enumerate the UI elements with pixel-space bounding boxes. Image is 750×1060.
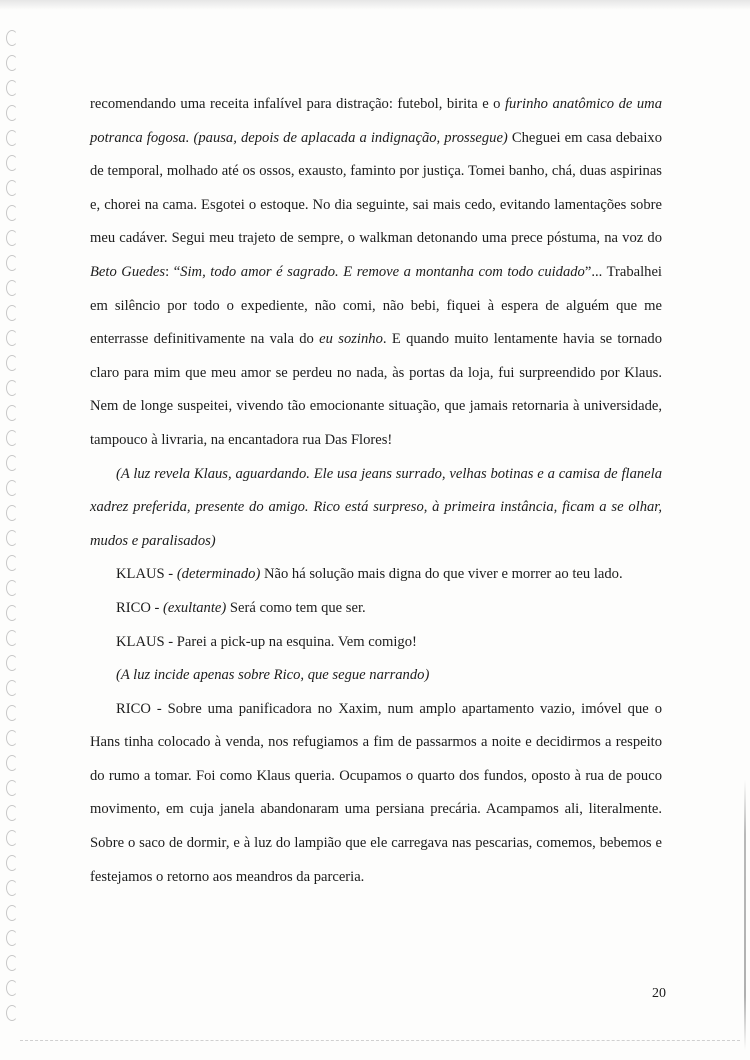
binder-hole: [6, 480, 18, 496]
scan-shadow-top: [0, 0, 750, 10]
binder-hole: [6, 780, 18, 796]
italic-text-run: eu sozinho: [319, 331, 383, 348]
binder-hole: [6, 930, 18, 946]
binder-hole: [6, 305, 18, 321]
binder-hole-strip: [2, 30, 24, 1030]
binder-hole: [6, 155, 18, 171]
binder-hole: [6, 105, 18, 121]
text-run: recomendando uma receita infalível para distração: futebol, birita e o: [90, 96, 505, 112]
paragraph: [90, 88, 662, 458]
dialogue-line: [90, 626, 662, 660]
binder-hole: [6, 905, 18, 921]
binder-hole: [6, 430, 18, 446]
text-run: Será como tem que ser.: [226, 599, 366, 616]
binder-hole: [6, 730, 18, 746]
binder-hole: [6, 705, 18, 721]
dialogue-line: [90, 693, 662, 895]
binder-hole: [6, 1005, 18, 1021]
binder-hole: [6, 805, 18, 821]
binder-hole: [6, 80, 18, 96]
binder-hole: [6, 530, 18, 546]
italic-text-run: (pausa, depois de aplacada a indignação, prossegue): [193, 129, 508, 146]
binder-hole: [6, 655, 18, 671]
binder-hole: [6, 830, 18, 846]
text-run: . E quando muito lentamente havia se tornado claro para mim que meu amor se perdeu no nada, às portas da loja, fui surpreendido por Klaus. Nem de longe suspeitei, vivendo tão emocionante situação, que jamais retornaria à universidade, tampouco à livraria, na encantadora rua Das Flores!: [90, 331, 663, 448]
text-run: Não há solução mais digna do que viver e morrer ao teu lado.: [260, 566, 623, 583]
text-run: RICO - Sobre uma panificadora no Xaxim, num amplo apartamento vazio, imóvel que o Hans tinha colocado à venda, nos refugiamos a fim de passarmos a noite e decidirmos a respeito do rumo a tomar. Foi como Klaus queria. Ocupamos o quarto dos fundos, oposto à rua de pouco movimento, em cuja janela abandonaram uma persiana precária. Acampamos ali, literalmente. Sobre o saco de dormir, e à luz do lampião que ele carregava nas pescarias, comemos, bebemos e festejamos o retorno aos meandros da parceria.: [90, 700, 662, 885]
stage-direction: [90, 458, 662, 559]
document-body: [90, 88, 662, 894]
italic-text-run: (A luz revela Klaus, aguardando. Ele usa jeans surrado, velhas botinas e a camisa de flanela xadrez preferida, presente do amigo. Rico está surpreso, à primeira instância, ficam a se olhar, mudos e paralisados): [90, 465, 662, 549]
italic-text-run: furinho anatômico de uma potranca fogosa.: [90, 96, 662, 146]
binder-hole: [6, 605, 18, 621]
binder-hole: [6, 230, 18, 246]
binder-hole: [6, 180, 18, 196]
binder-hole: [6, 630, 18, 646]
stage-direction: [90, 659, 662, 693]
binder-hole: [6, 855, 18, 871]
text-run: Cheguei em casa debaixo de temporal, molhado até os ossos, exausto, faminto por justiça. Tomei banho, chá, duas aspirinas e, chorei na cama. Esgotei o estoque. No dia seguinte, sai mais cedo, evitando lamentações sobre meu cadáver. Segui meu trajeto de sempre, o walkman detonando uma prece póstuma, na voz do: [90, 129, 662, 247]
text-run: KLAUS -: [116, 566, 177, 583]
binder-hole: [6, 980, 18, 996]
italic-text-run: (determinado): [176, 566, 261, 583]
dialogue-line: [90, 558, 662, 592]
binder-hole: [6, 555, 18, 571]
binder-hole: [6, 255, 18, 271]
binder-hole: [6, 30, 18, 46]
italic-text-run: (A luz incide apenas sobre Rico, que segue narrando): [116, 667, 430, 684]
binder-hole: [6, 880, 18, 896]
binder-hole: [6, 580, 18, 596]
binder-hole: [6, 330, 18, 346]
italic-text-run: (exultante): [163, 599, 227, 616]
binder-hole: [6, 680, 18, 696]
scan-edge-right: [744, 780, 746, 1050]
binder-hole: [6, 205, 18, 221]
binder-hole: [6, 505, 18, 521]
binder-hole: [6, 955, 18, 971]
italic-text-run: Beto Guedes: [90, 263, 166, 280]
text-run: : “: [165, 263, 181, 280]
page-number: 20: [652, 986, 666, 1001]
binder-hole: [6, 380, 18, 396]
text-run: RICO -: [116, 599, 164, 616]
binder-hole: [6, 55, 18, 71]
italic-text-run: Sim, todo amor é sagrado. E remove a montanha com todo cuidado: [180, 263, 585, 280]
text-run: ”... Trabalhei em silêncio por todo o expediente, não comi, não bebi, fiquei à espera de alguém que me enterrasse definitivamente na vala do: [90, 263, 662, 348]
text-run: KLAUS - Parei a pick-up na esquina. Vem comigo!: [116, 633, 417, 650]
dialogue-line: [90, 592, 662, 626]
binder-hole: [6, 280, 18, 296]
binder-hole: [6, 130, 18, 146]
binder-hole: [6, 755, 18, 771]
binder-hole: [6, 405, 18, 421]
binder-hole: [6, 455, 18, 471]
binder-hole: [6, 355, 18, 371]
scan-edge-bottom: [20, 1040, 740, 1043]
